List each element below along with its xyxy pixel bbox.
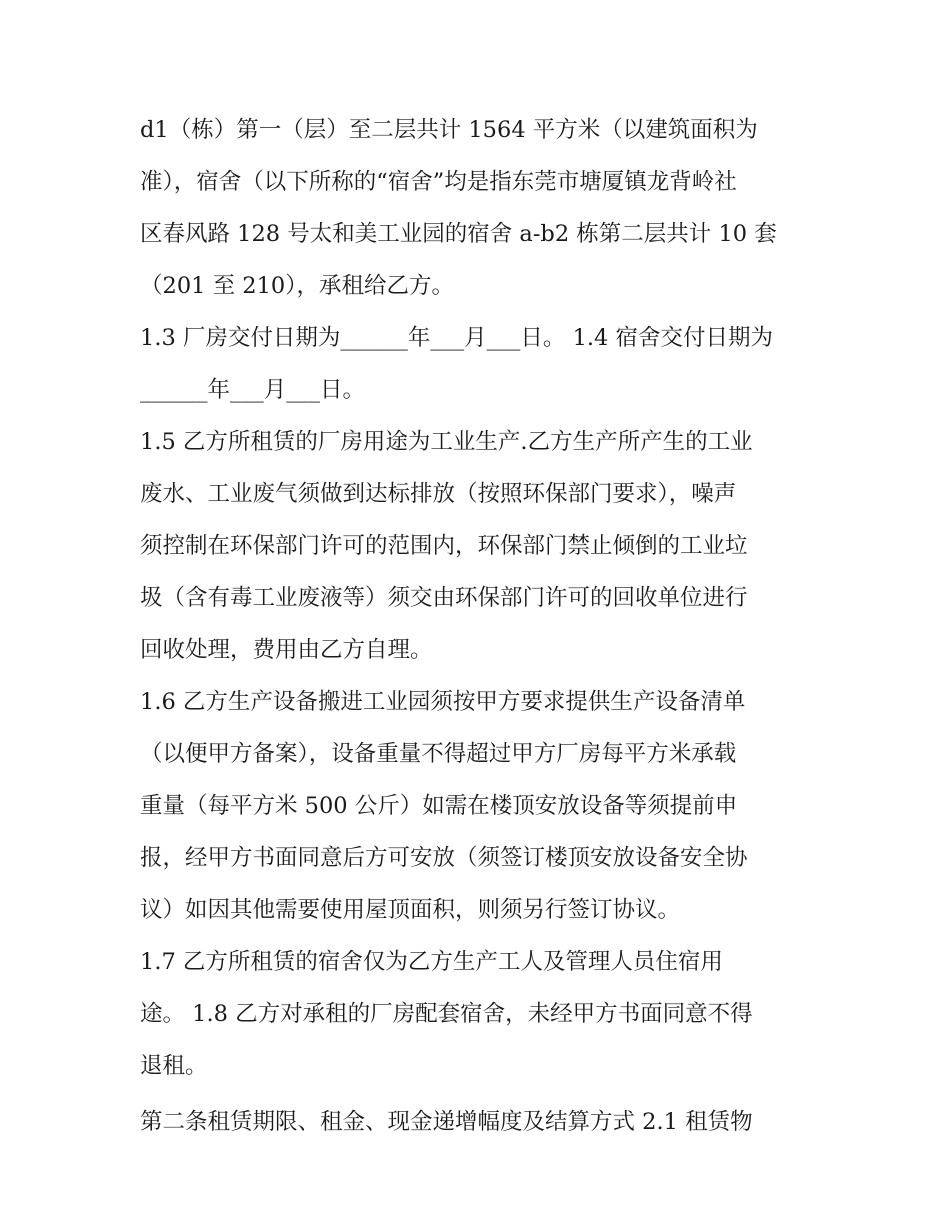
text-line: 区春风路 128 号太和美工业园的宿舍 a-b2 栋第二层共计 10 套 bbox=[140, 221, 777, 247]
contract-text bbox=[140, 108, 820, 1152]
text-line: 废水、工业废气须做到达标排放（按照环保部门要求），噪声 bbox=[140, 481, 737, 507]
text-line: 退租。 bbox=[140, 1053, 208, 1079]
text-line: d1（栋）第一（层）至二层共计 1564 平方米（以建筑面积为 bbox=[140, 117, 758, 143]
text-line: 1.3 厂房交付日期为______年___月___日。 1.4 宿舍交付日期为 bbox=[140, 325, 774, 351]
text-line: 1.6 乙方生产设备搬进工业园须按甲方要求提供生产设备清单 bbox=[140, 689, 746, 715]
text-line: 1.7 乙方所租赁的宿舍仅为乙方生产工人及管理人员住宿用 bbox=[140, 949, 723, 975]
text-line: （201 至 210），承租给乙方。 bbox=[140, 273, 454, 299]
text-line: 圾（含有毒工业废液等）须交由环保部门许可的回收单位进行 bbox=[140, 585, 748, 611]
text-line: （以便甲方备案），设备重量不得超过甲方厂房每平方米承载 bbox=[140, 741, 737, 767]
text-line: 准），宿舍（以下所称的“宿舍”均是指东莞市塘厦镇龙背岭社 bbox=[140, 169, 737, 195]
text-line: 1.5 乙方所租赁的厂房用途为工业生产.乙方生产所产生的工业 bbox=[140, 429, 753, 455]
text-line: 第二条租赁期限、租金、现金递增幅度及结算方式 2.1 租赁物 bbox=[140, 1109, 753, 1135]
text-line: 重量（每平方米 500 公斤）如需在楼顶安放设备等须提前申 bbox=[140, 793, 738, 819]
text-line: 议）如因其他需要使用屋顶面积，则须另行签订协议。 bbox=[140, 897, 681, 923]
text-line: ______年___月___日。 bbox=[140, 377, 366, 403]
text-line: 报，经甲方书面同意后方可安放（须签订楼顶安放设备安全协 bbox=[140, 845, 748, 871]
text-line: 回收处理，费用由乙方自理。 bbox=[140, 637, 433, 663]
text-line: 途。 1.8 乙方对承租的厂房配套宿舍，未经甲方书面同意不得 bbox=[140, 1001, 753, 1027]
text-line: 须控制在环保部门许可的范围内，环保部门禁止倾倒的工业垃 bbox=[140, 533, 748, 559]
